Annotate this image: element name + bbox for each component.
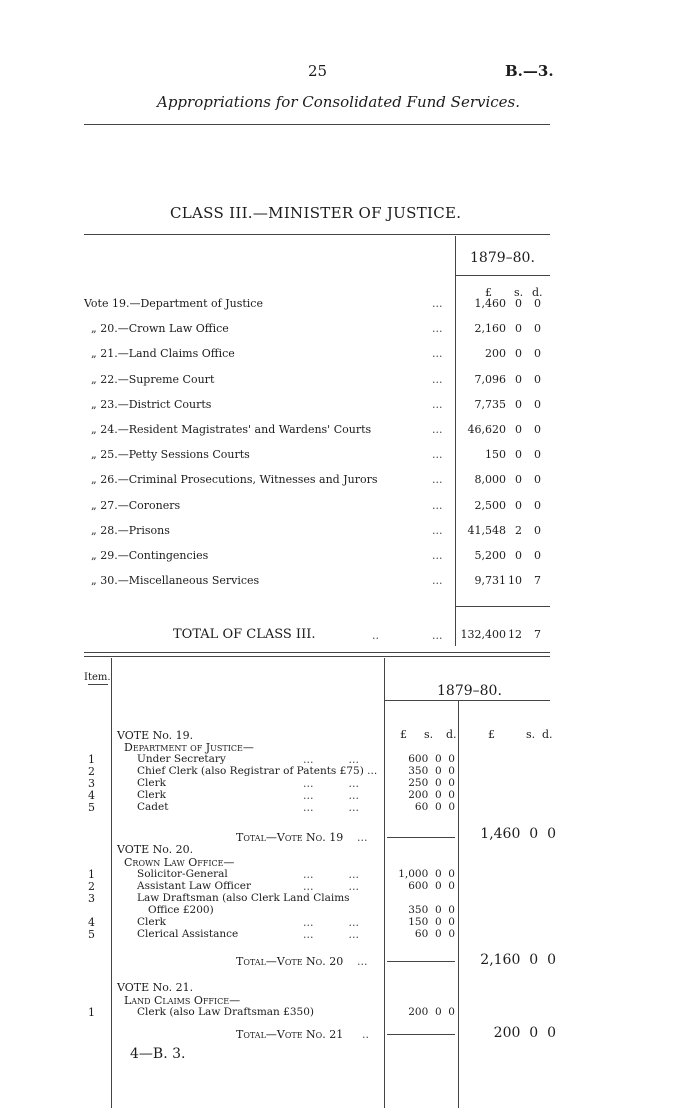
page-subtitle: Appropriations for Consolidated Fund Services. bbox=[157, 93, 521, 111]
vote20-total-dots: ... bbox=[357, 955, 368, 968]
detail-currency-pounds-a: £ bbox=[400, 728, 407, 741]
class-vote-amount-pounds: 41,548 bbox=[467, 524, 506, 537]
vote21-total-dots: .. bbox=[362, 1028, 369, 1041]
detail-top-rule-2 bbox=[84, 656, 550, 657]
header-rule bbox=[84, 124, 550, 125]
class-vote-leader-dots: ... bbox=[432, 549, 443, 562]
detail-item-number: 1 bbox=[88, 1006, 95, 1019]
class-vote-amount-d: 0 bbox=[534, 373, 541, 386]
detail-item-number: 1 bbox=[88, 868, 95, 881]
detail-item-label: Under Secretary bbox=[137, 753, 226, 765]
class-vote-amount-pounds: 2,160 bbox=[474, 322, 506, 335]
class-total-label: TOTAL OF CLASS III. bbox=[173, 627, 316, 642]
class-vote-amount-s: 0 bbox=[515, 423, 522, 436]
detail-item-amount: 150 0 0 bbox=[408, 916, 455, 928]
class-vote-amount-s: 10 bbox=[508, 574, 522, 587]
detail-item-label: Law Draftsman (also Clerk Land Claims bbox=[137, 892, 350, 904]
detail-leader-dots: ... ... bbox=[303, 928, 359, 941]
item-header-rule bbox=[88, 684, 108, 685]
class-vote-amount-s: 0 bbox=[515, 473, 522, 486]
class-title: CLASS III.—MINISTER OF JUSTICE. bbox=[170, 204, 462, 222]
class-total-pounds: 132,400 bbox=[460, 628, 506, 641]
item-column-divider bbox=[111, 658, 112, 1108]
class-vote-label: „ 25.—Petty Sessions Courts bbox=[91, 448, 250, 461]
class-vote-amount-pounds: 2,500 bbox=[474, 499, 506, 512]
class-vote-amount-s: 0 bbox=[515, 322, 522, 335]
subtotal-column-divider bbox=[458, 700, 459, 1108]
detail-item-label: Clerical Assistance bbox=[137, 928, 239, 940]
vote20-dept: Crown Law Office— bbox=[124, 856, 235, 869]
class-total-dots: .. bbox=[372, 629, 379, 642]
class-vote-amount-pounds: 150 bbox=[485, 448, 506, 461]
detail-leader-dots: ... ... bbox=[303, 868, 359, 881]
detail-item-label: Chief Clerk (also Registrar of Patents £75) ... bbox=[137, 765, 378, 777]
detail-leader-dots: ... ... bbox=[303, 801, 359, 814]
class-vote-amount-d: 0 bbox=[534, 473, 541, 486]
class-vote-leader-dots: ... bbox=[432, 398, 443, 411]
class-vote-label: „ 23.—District Courts bbox=[91, 398, 212, 411]
class-vote-label: „ 24.—Resident Magistrates' and Wardens' Courts bbox=[91, 423, 372, 436]
class-vote-leader-dots: ... bbox=[432, 423, 443, 436]
class-vote-amount-pounds: 5,200 bbox=[474, 549, 506, 562]
detail-item-amount: 350 0 0 bbox=[408, 904, 455, 916]
class-vote-amount-pounds: 7,735 bbox=[474, 398, 506, 411]
class-vote-leader-dots: ... bbox=[432, 473, 443, 486]
class-vote-label: „ 27.—Coroners bbox=[91, 499, 181, 512]
class-vote-amount-d: 0 bbox=[534, 499, 541, 512]
detail-item-amount: 60 0 0 bbox=[414, 801, 455, 813]
class-vote-amount-d: 0 bbox=[534, 297, 541, 310]
class-total-rule bbox=[455, 606, 550, 607]
detail-item-label: Clerk bbox=[137, 777, 166, 789]
class-vote-label: „ 30.—Miscellaneous Services bbox=[91, 574, 260, 587]
vote20-total: 2,160 0 0 bbox=[480, 952, 556, 968]
detail-item-amount: 250 0 0 bbox=[408, 777, 455, 789]
document-reference: B.—3. bbox=[505, 62, 554, 80]
class-year: 1879–80. bbox=[470, 250, 535, 266]
class-vote-amount-s: 0 bbox=[515, 398, 522, 411]
vote20-total-label: Total—Vote No. 20 bbox=[236, 955, 344, 968]
vote21-total-label: Total—Vote No. 21 bbox=[236, 1028, 344, 1041]
detail-item-label: Clerk (also Law Draftsman £350) bbox=[137, 1006, 314, 1018]
class-vote-leader-dots: ... bbox=[432, 322, 443, 335]
class-vote-amount-s: 0 bbox=[515, 549, 522, 562]
class-vote-amount-d: 0 bbox=[534, 524, 541, 537]
detail-item-number: 4 bbox=[88, 789, 95, 802]
vote21-total: 200 0 0 bbox=[493, 1025, 556, 1041]
class-vote-leader-dots: ... bbox=[432, 448, 443, 461]
vote19-total-rule bbox=[387, 837, 455, 838]
vote19-total: 1,460 0 0 bbox=[480, 826, 556, 842]
class-vote-amount-s: 0 bbox=[515, 373, 522, 386]
class-vote-label: „ 28.—Prisons bbox=[91, 524, 170, 537]
class-vote-leader-dots: ... bbox=[432, 574, 443, 587]
detail-leader-dots: ... ... bbox=[303, 789, 359, 802]
detail-year: 1879–80. bbox=[437, 683, 502, 699]
detail-item-amount: 600 0 0 bbox=[408, 880, 455, 892]
class-vote-amount-d: 0 bbox=[534, 347, 541, 360]
vote19-dept: Department of Justice— bbox=[124, 741, 254, 754]
detail-item-number: 2 bbox=[88, 880, 95, 893]
detail-item-number: 5 bbox=[88, 928, 95, 941]
detail-item-amount: 200 0 0 bbox=[408, 1006, 455, 1018]
class-vote-amount-d: 0 bbox=[534, 448, 541, 461]
class-vote-amount-pounds: 46,620 bbox=[467, 423, 506, 436]
detail-leader-dots: ... ... bbox=[303, 916, 359, 929]
detail-leader-dots: ... ... bbox=[303, 753, 359, 766]
detail-item-number: 4 bbox=[88, 916, 95, 929]
class-vote-amount-pounds: 1,460 bbox=[474, 297, 506, 310]
vote20-total-rule bbox=[387, 961, 455, 962]
detail-item-label: Assistant Law Officer bbox=[137, 880, 252, 892]
detail-item-number: 1 bbox=[88, 753, 95, 766]
class-top-rule bbox=[84, 234, 550, 235]
class-vote-amount-pounds: 7,096 bbox=[474, 373, 506, 386]
class-total-pence: 7 bbox=[534, 628, 541, 641]
class-total-dots-2: ... bbox=[432, 629, 443, 642]
detail-leader-dots: ... ... bbox=[303, 777, 359, 790]
class-vote-leader-dots: ... bbox=[432, 373, 443, 386]
class-total-shillings: 12 bbox=[508, 628, 522, 641]
class-vote-amount-s: 0 bbox=[515, 347, 522, 360]
class-vote-amount-pounds: 200 bbox=[485, 347, 506, 360]
detail-currency-shillings-a: s. bbox=[424, 728, 434, 741]
detail-item-number: 3 bbox=[88, 777, 95, 790]
class-vote-amount-d: 7 bbox=[534, 574, 541, 587]
vote19-title: VOTE No. 19. bbox=[117, 729, 194, 742]
class-currency-shillings: s. bbox=[514, 286, 524, 299]
detail-top-rule-1 bbox=[84, 652, 550, 653]
class-year-rule bbox=[455, 275, 550, 276]
class-vote-amount-d: 0 bbox=[534, 549, 541, 562]
class-vote-amount-s: 2 bbox=[515, 524, 522, 537]
class-vote-leader-dots: ... bbox=[432, 347, 443, 360]
class-vote-amount-d: 0 bbox=[534, 322, 541, 335]
detail-item-amount: 600 0 0 bbox=[408, 753, 455, 765]
vote21-total-rule bbox=[387, 1034, 455, 1035]
detail-currency-pounds-b: £ bbox=[488, 728, 495, 741]
detail-currency-shillings-b: s. bbox=[526, 728, 536, 741]
detail-currency-pence-a: d. bbox=[446, 728, 457, 741]
class-vote-amount-s: 0 bbox=[515, 297, 522, 310]
class-vote-leader-dots: ... bbox=[432, 499, 443, 512]
detail-currency-pence-b: d. bbox=[542, 728, 553, 741]
detail-year-rule bbox=[384, 700, 550, 701]
detail-item-number: 2 bbox=[88, 765, 95, 778]
class-vote-label: „ 22.—Supreme Court bbox=[91, 373, 215, 386]
vote19-total-label: Total—Vote No. 19 bbox=[236, 831, 344, 844]
detail-item-amount: 60 0 0 bbox=[414, 928, 455, 940]
class-vote-amount-s: 0 bbox=[515, 448, 522, 461]
vote21-dept: Land Claims Office— bbox=[124, 994, 241, 1007]
vote20-title: VOTE No. 20. bbox=[117, 843, 194, 856]
class-vote-label: „ 21.—Land Claims Office bbox=[91, 347, 235, 360]
class-vote-leader-dots: ... bbox=[432, 297, 443, 310]
class-vote-label: „ 29.—Contingencies bbox=[91, 549, 209, 562]
detail-item-amount: 1,000 0 0 bbox=[398, 868, 455, 880]
class-vote-label: „ 26.—Criminal Prosecutions, Witnesses and Jurors bbox=[91, 473, 378, 486]
detail-item-amount: 200 0 0 bbox=[408, 789, 455, 801]
class-vote-label: Vote 19.—Department of Justice bbox=[84, 297, 263, 310]
item-header: Item. bbox=[84, 672, 111, 683]
detail-item-number: 3 bbox=[88, 892, 95, 905]
class-currency-pence: d. bbox=[532, 286, 543, 299]
class-vote-amount-d: 0 bbox=[534, 398, 541, 411]
detail-item-label: Office £200) bbox=[148, 904, 214, 916]
class-vote-amount-pounds: 8,000 bbox=[474, 473, 506, 486]
class-vote-amount-pounds: 9,731 bbox=[474, 574, 506, 587]
page-number: 25 bbox=[308, 62, 328, 80]
detail-item-label: Clerk bbox=[137, 789, 166, 801]
class-vote-amount-s: 0 bbox=[515, 499, 522, 512]
detail-item-amount: 350 0 0 bbox=[408, 765, 455, 777]
detail-leader-dots: ... ... bbox=[303, 880, 359, 893]
detail-item-label: Solicitor-General bbox=[137, 868, 228, 880]
detail-item-label: Cadet bbox=[137, 801, 169, 813]
class-vote-amount-d: 0 bbox=[534, 423, 541, 436]
footer-signature: 4—B. 3. bbox=[130, 1046, 186, 1062]
vote21-title: VOTE No. 21. bbox=[117, 981, 194, 994]
vote19-total-dots: ... bbox=[357, 831, 368, 844]
class-vote-leader-dots: ... bbox=[432, 524, 443, 537]
class-currency-pounds: £ bbox=[485, 286, 492, 299]
detail-item-label: Clerk bbox=[137, 916, 166, 928]
detail-item-number: 5 bbox=[88, 801, 95, 814]
class-vote-label: „ 20.—Crown Law Office bbox=[91, 322, 229, 335]
